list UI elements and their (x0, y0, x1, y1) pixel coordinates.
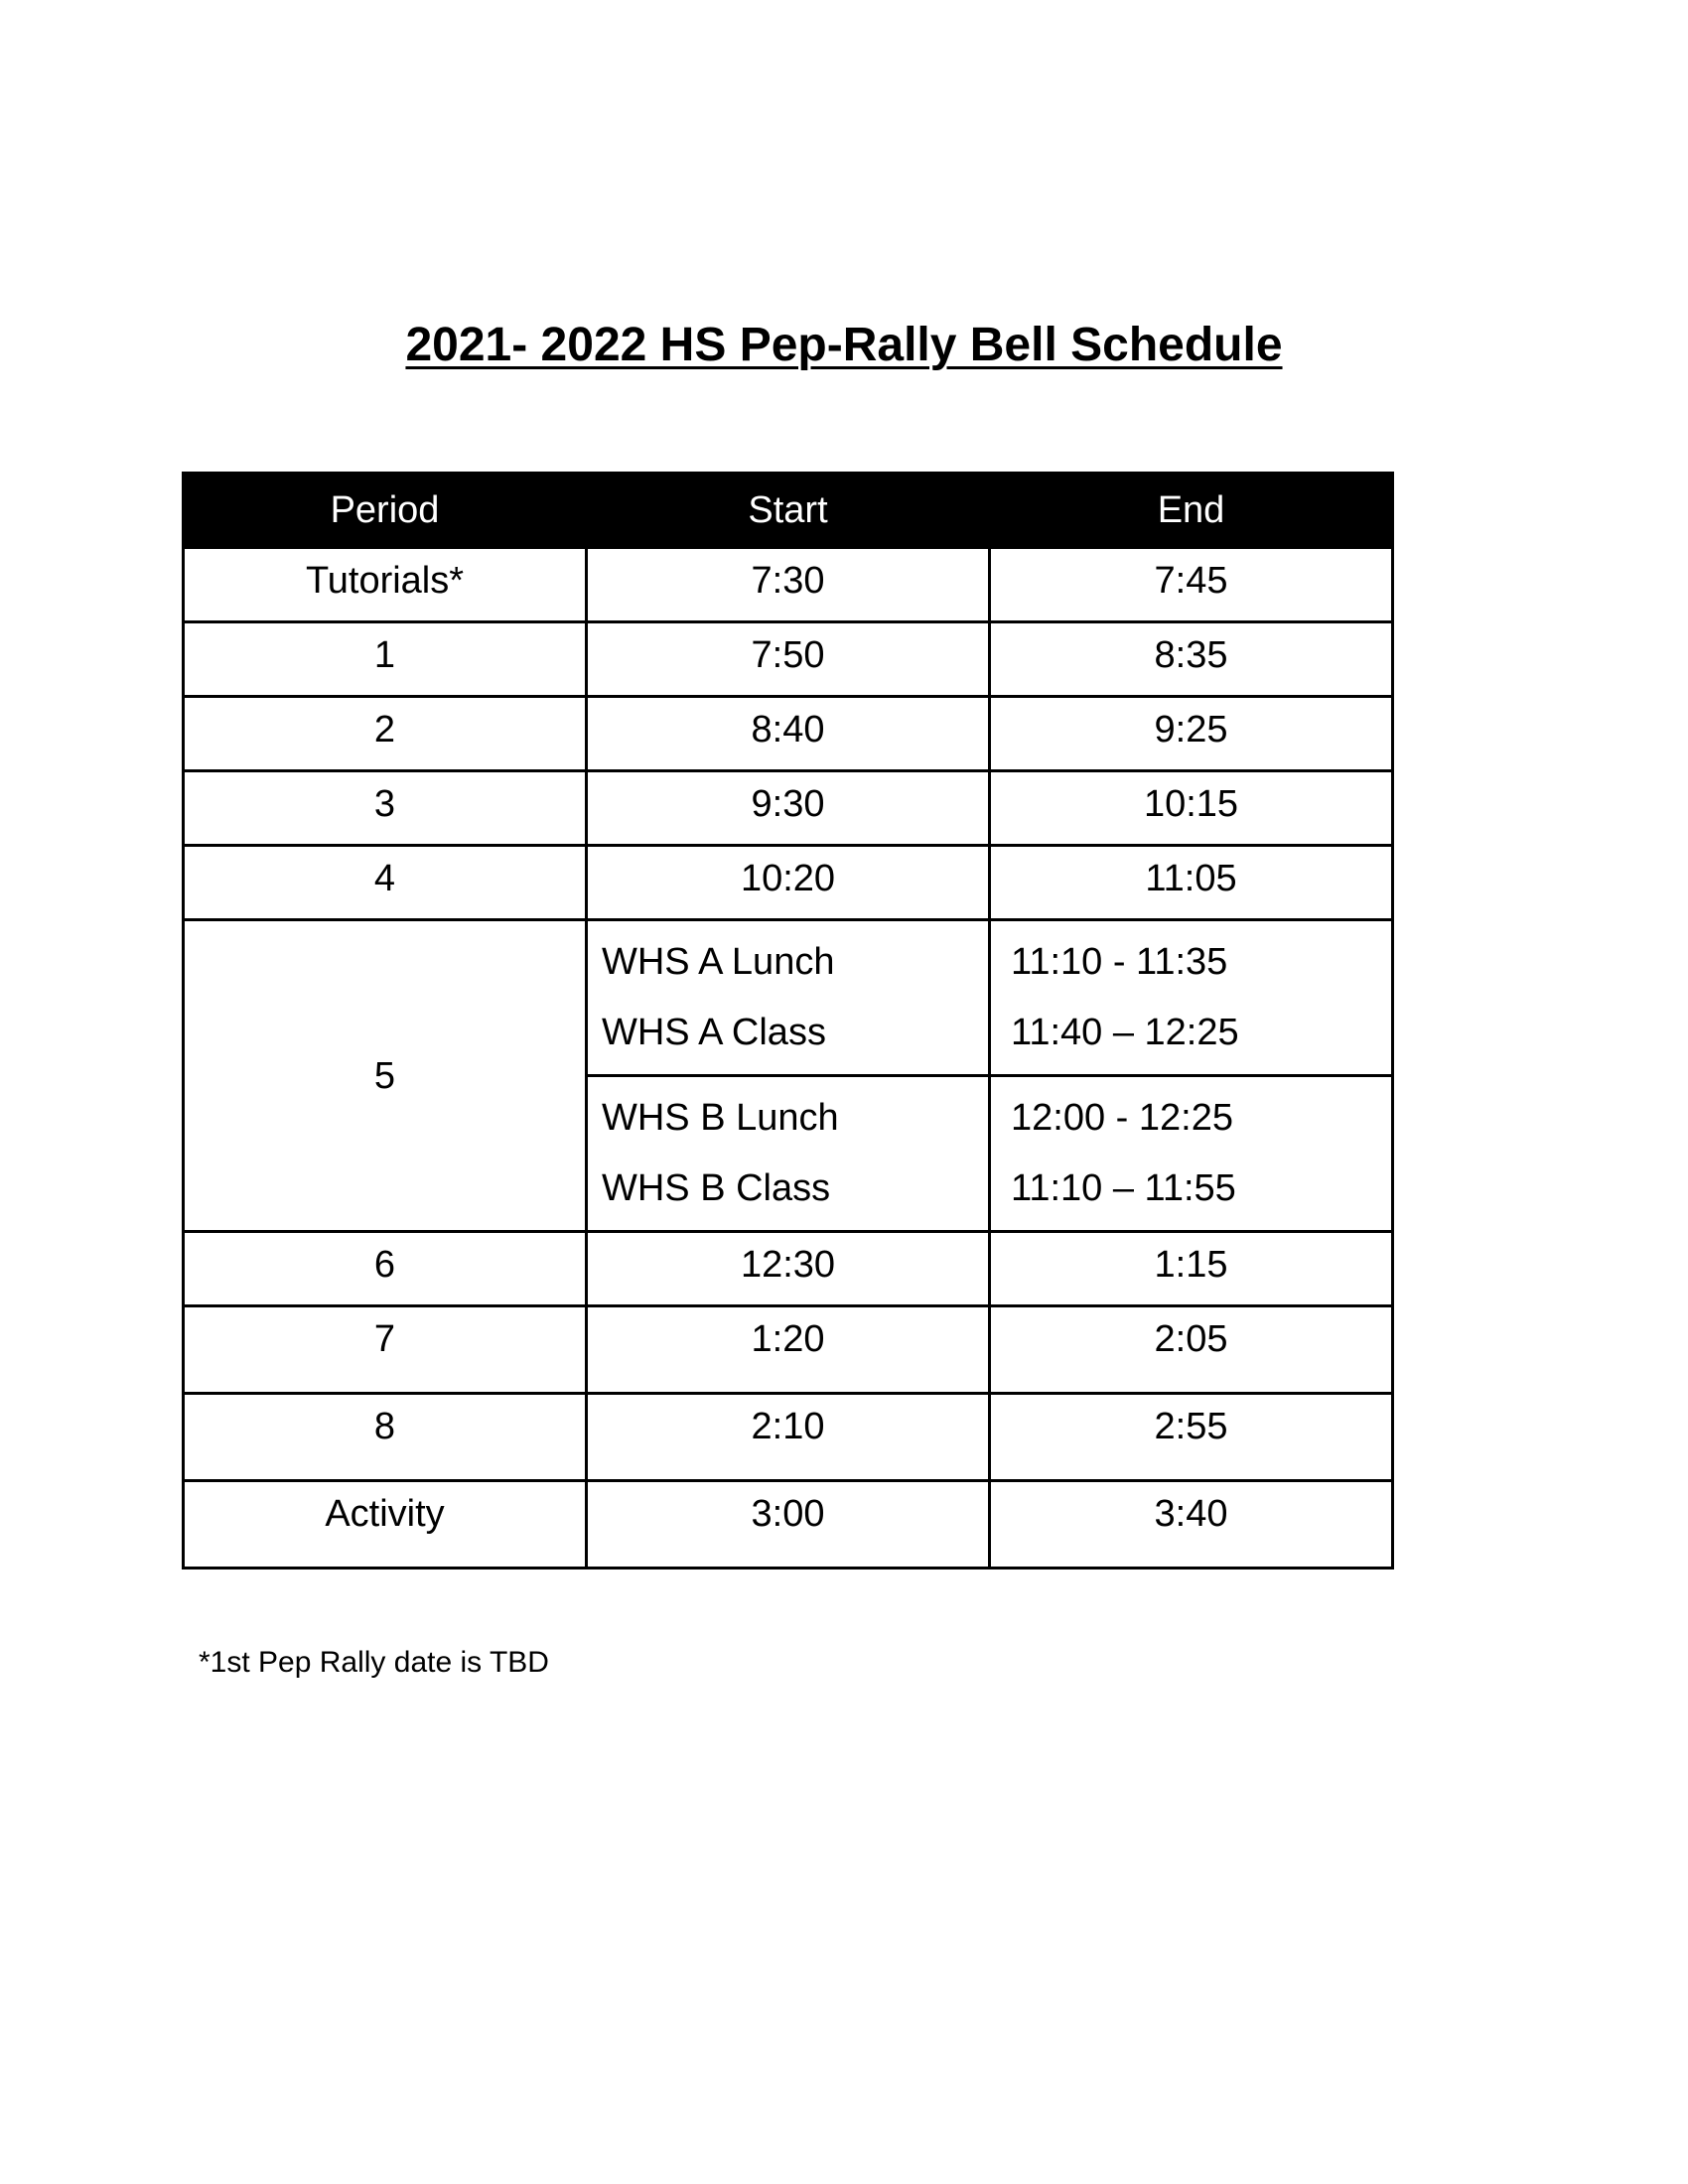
period-cell: Tutorials* (184, 548, 587, 622)
period-cell: Activity (184, 1481, 587, 1569)
period-cell: 2 (184, 697, 587, 771)
start-cell: 3:00 (587, 1481, 990, 1569)
start-cell: 10:20 (587, 846, 990, 920)
start-cell: 9:30 (587, 771, 990, 846)
end-cell: 8:35 (990, 622, 1393, 697)
table-row (184, 1232, 1393, 1306)
start-cell: 12:30 (587, 1232, 990, 1306)
end-cell: 3:40 (990, 1481, 1393, 1569)
period-cell: 7 (184, 1306, 587, 1394)
period-cell: 4 (184, 846, 587, 920)
end-cell: 2:05 (990, 1306, 1393, 1394)
end-cell: 9:25 (990, 697, 1393, 771)
end-cell: 2:55 (990, 1394, 1393, 1481)
table-row (184, 1394, 1393, 1481)
group-b-lunch-label: WHS B Lunch (602, 1097, 839, 1139)
table-row (184, 1306, 1393, 1394)
end-cell: 7:45 (990, 548, 1393, 622)
end-cell: 11:05 (990, 846, 1393, 920)
group-b-labels (587, 1076, 990, 1232)
period-cell: 1 (184, 622, 587, 697)
end-cell: 10:15 (990, 771, 1393, 846)
period-cell: 3 (184, 771, 587, 846)
start-cell: 8:40 (587, 697, 990, 771)
group-a-class-label: WHS A Class (602, 1012, 826, 1053)
group-a-lunch-time: 11:10 - 11:35 (1011, 941, 1228, 983)
footnote: *1st Pep Rally date is TBD (199, 1646, 549, 1679)
group-a-class-time: 11:40 – 12:25 (1011, 1012, 1239, 1053)
end-cell: 1:15 (990, 1232, 1393, 1306)
table-row (184, 622, 1393, 697)
group-a-lunch-label: WHS A Lunch (602, 941, 835, 983)
table-row (184, 846, 1393, 920)
header-start: Start (587, 474, 990, 548)
header-period: Period (184, 474, 587, 548)
group-a-times (990, 920, 1393, 1076)
period-cell: 8 (184, 1394, 587, 1481)
table-row (184, 548, 1393, 622)
start-cell: 2:10 (587, 1394, 990, 1481)
group-b-lunch-time: 12:00 - 12:25 (1011, 1097, 1233, 1139)
table-row (184, 697, 1393, 771)
table-header-row (184, 474, 1393, 548)
start-cell: 7:30 (587, 548, 990, 622)
start-cell: 7:50 (587, 622, 990, 697)
page-title: 2021- 2022 HS Pep-Rally Bell Schedule (405, 319, 1283, 371)
header-end: End (990, 474, 1393, 548)
period-cell: 6 (184, 1232, 587, 1306)
group-a-labels (587, 920, 990, 1076)
start-cell: 1:20 (587, 1306, 990, 1394)
group-b-times (990, 1076, 1393, 1232)
group-b-class-label: WHS B Class (602, 1167, 831, 1209)
period-cell-5: 5 (184, 920, 587, 1232)
table-row (184, 1481, 1393, 1569)
table-row (184, 771, 1393, 846)
group-b-class-time: 11:10 – 11:55 (1011, 1167, 1236, 1209)
bell-schedule-table (182, 472, 1394, 1570)
table-row-period-5-a (184, 920, 1393, 1076)
